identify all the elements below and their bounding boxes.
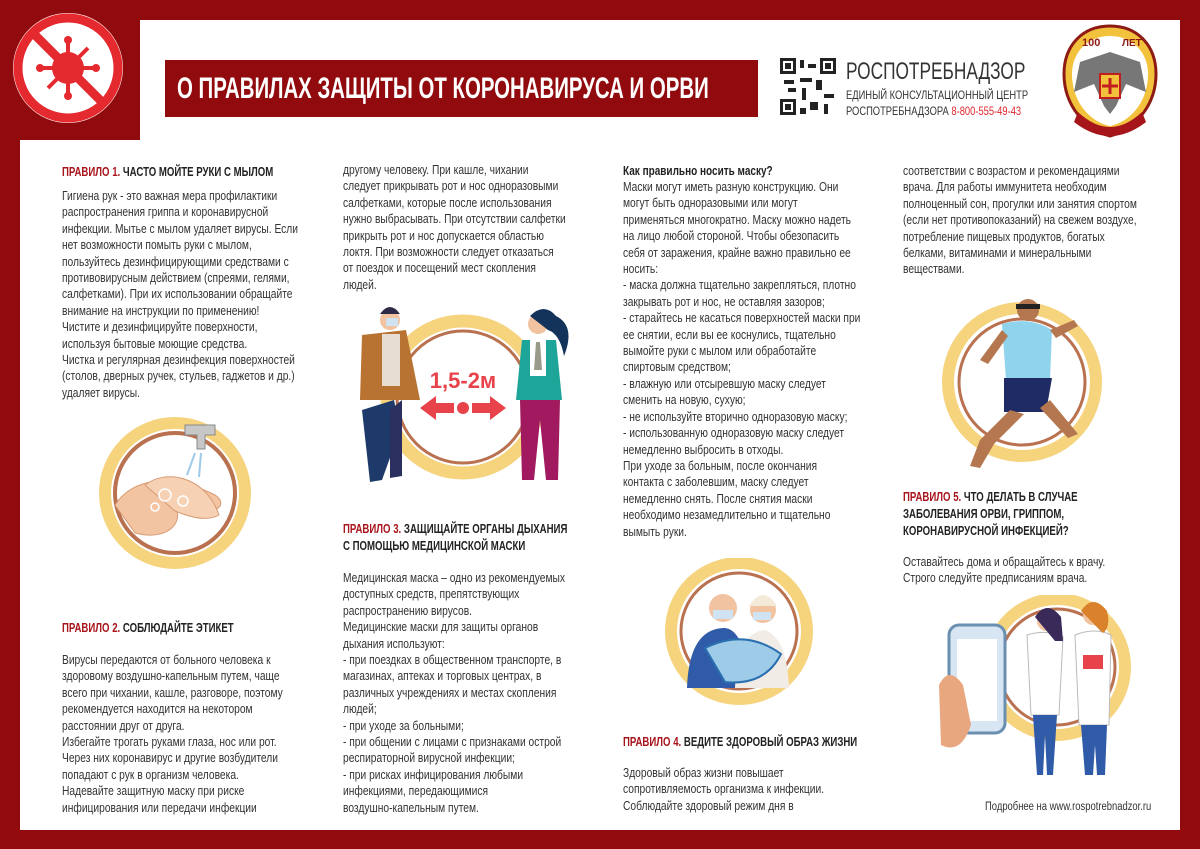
- rule-1-heading: [62, 163, 273, 180]
- rule-2-heading: [62, 619, 234, 636]
- distance-label: 1,5-2м: [429, 368, 497, 393]
- rule-3-title: ЗАЩИЩАЙТЕ ОРГАНЫ ДЫХАНИЯ С ПОМОЩЬЮ МЕДИЦИНСКОЙ МАСКИ: [343, 521, 568, 553]
- handwashing-illustration: [95, 415, 255, 575]
- consult-center-line2: [846, 104, 1021, 118]
- rule-1-title: ЧАСТО МОЙТЕ РУКИ С МЫЛОМ: [122, 164, 274, 179]
- anniversary-emblem-icon: [1060, 22, 1160, 140]
- org-name: РОСПОТРЕБНАДЗОР: [846, 58, 1026, 85]
- mask-instructions-text: Маски могут иметь разную конструкцию. Они могут быть одноразовыми или могут применяться многократно. Маску можно надеть на лицо любой стороной. Чтобы обезопасить себя от заражения, крайне важно правильно ее носить: - маска должна тщательно закрепляться, плотно закрывать рот и нос, не оставляя зазоров; - старайтесь не касаться поверхностей маски при ее снятии, если вы ее коснулись, тщательно вымойте руки с мылом или обработайте спиртовым средством; - влажную или отсыревшую маску следует сменить на новую, сухую; - не используйте вторично одноразовую маску; - использованную одноразовую маску следует немедленно выбросить в отходы. При уходе за больным, после окончания контакта с заболевшим, маску следует немедленно снять. После снятия маски необходимо незамедлительно и тщательно вымыть руки.: [623, 180, 861, 539]
- svg-text:100: 100: [1082, 37, 1101, 49]
- rule-1-text: Гигиена рук - это важная мера профилактики распространения гриппа и коронавирусной инфекции. Мытье с мылом удаляет вирусы. Если нет возможности помыть руки с мылом, пользуйтесь дезинфицирующими средствами с противовирусным действием (спреями, гелями, салфетками). При их использовании обращайте внимание на инструкции по применению! Чистите и дезинфицируйте поверхности, используя бытовые моющие средства. Чистка и регулярная дезинфекция поверхностей (столов, дверных ручек, стульев, гаджетов и др.) удаляет вирусы.: [62, 189, 299, 400]
- consult-center-name: РОСПОТРЕБНАДЗОРА: [846, 104, 949, 118]
- rule-4-label: ПРАВИЛО 4.: [623, 734, 682, 749]
- mask-subheading: Как правильно носить маску?: [623, 164, 773, 178]
- rule-1-label: ПРАВИЛО 1.: [62, 164, 121, 179]
- rule-5-label: ПРАВИЛО 5.: [903, 489, 962, 504]
- rule-2-label: ПРАВИЛО 2.: [62, 620, 121, 635]
- rule-2-text: Вирусы передаются от больного человека к здоровому воздушно-капельным путем, чаще всего при чихании, кашле, разговоре, поэтому рекомендуется находится на некотором расстоянии друг от друга. Избегайте трогать руками глаза, нос или рот. Через них коронавирус и другие возбудители попадают с рук в организм человека. Надевайте защитную маску при риске инфицирования или передачи инфекции: [62, 653, 283, 815]
- no-virus-icon: [0, 0, 140, 140]
- rule-2-text-continued: другому человеку. При кашле, чихании следует прикрывать рот и нос одноразовыми салфетками, которые после использования нужно выбрасывать. При отсутствии салфетки прикрыть рот и нос допускается областью локтя. При возможности следует отказаться от поездок и посещений мест скопления людей.: [343, 163, 566, 292]
- rule-3-heading: [343, 520, 567, 554]
- phone-doctors-illustration: [935, 595, 1135, 785]
- rule-2-title: СОБЛЮДАЙТЕ ЭТИКЕТ: [122, 620, 234, 635]
- title-bar: [165, 60, 758, 117]
- consult-center-line1: ЕДИНЫЙ КОНСУЛЬТАЦИОННЫЙ ЦЕНТР: [846, 88, 1029, 102]
- arrow-right-icon: [472, 396, 506, 420]
- more-info-link[interactable]: Подробнее на www.rospotrebnadzor.ru: [985, 801, 1152, 813]
- runner-illustration: [940, 290, 1110, 480]
- qr-code-icon[interactable]: [780, 58, 836, 115]
- rule-3-label: ПРАВИЛО 3.: [343, 521, 402, 536]
- rule-5-text: Оставайтесь дома и обращайтесь к врачу. Строго следуйте предписаниям врача.: [903, 555, 1106, 586]
- rule-3-text: Медицинская маска – одно из рекомендуемых доступных средств, препятствующих распространению вирусов. Медицинские маски для защиты органов дыхания используют: - при поездках в общественном транспорте, в магазинах, аптеках и торговых центрах, в различных учреждениях и местах скопления людей; - при уходе за больными; - при общении с лицами с признаками острой респираторной вирусной инфекции; - при рисках инфицирования любыми инфекциями, передающимися воздушно-капельным путем.: [343, 571, 565, 815]
- rule-4-title: ВЕДИТЕ ЗДОРОВЫЙ ОБРАЗ ЖИЗНИ: [683, 734, 858, 749]
- masked-people-illustration: [665, 558, 815, 708]
- rule-4-text: Здоровый образ жизни повышает сопротивляемость организма к инфекции. Соблюдайте здоровый режим дня в: [623, 766, 825, 813]
- rule-5-heading: [903, 488, 1078, 539]
- rule-5-title: ЧТО ДЕЛАТЬ В СЛУЧАЕ ЗАБОЛЕВАНИЯ ОРВИ, ГРИППОМ, КОРОНАВИРУСНОЙ ИНФЕКЦИЕЙ?: [903, 489, 1078, 538]
- arrow-left-icon: [420, 396, 454, 420]
- social-distance-illustration: [340, 300, 590, 500]
- rule-4-heading: [623, 733, 857, 750]
- phone-number[interactable]: 8-800-555-49-43: [951, 104, 1022, 118]
- rule-4-text-continued: соответствии с возрастом и рекомендациями врача. Для работы иммунитета необходим полноценный сон, прогулки или занятия спортом (если нет противопоказаний) на свежем воздухе, потребление пищевых продуктов, богатых белками, витаминами и минеральными веществами.: [903, 164, 1137, 277]
- page-title: О ПРАВИЛАХ ЗАЩИТЫ ОТ КОРОНАВИРУСА И ОРВИ: [177, 72, 709, 105]
- svg-text:ЛЕТ: ЛЕТ: [1122, 38, 1142, 49]
- corner-block: [0, 0, 140, 140]
